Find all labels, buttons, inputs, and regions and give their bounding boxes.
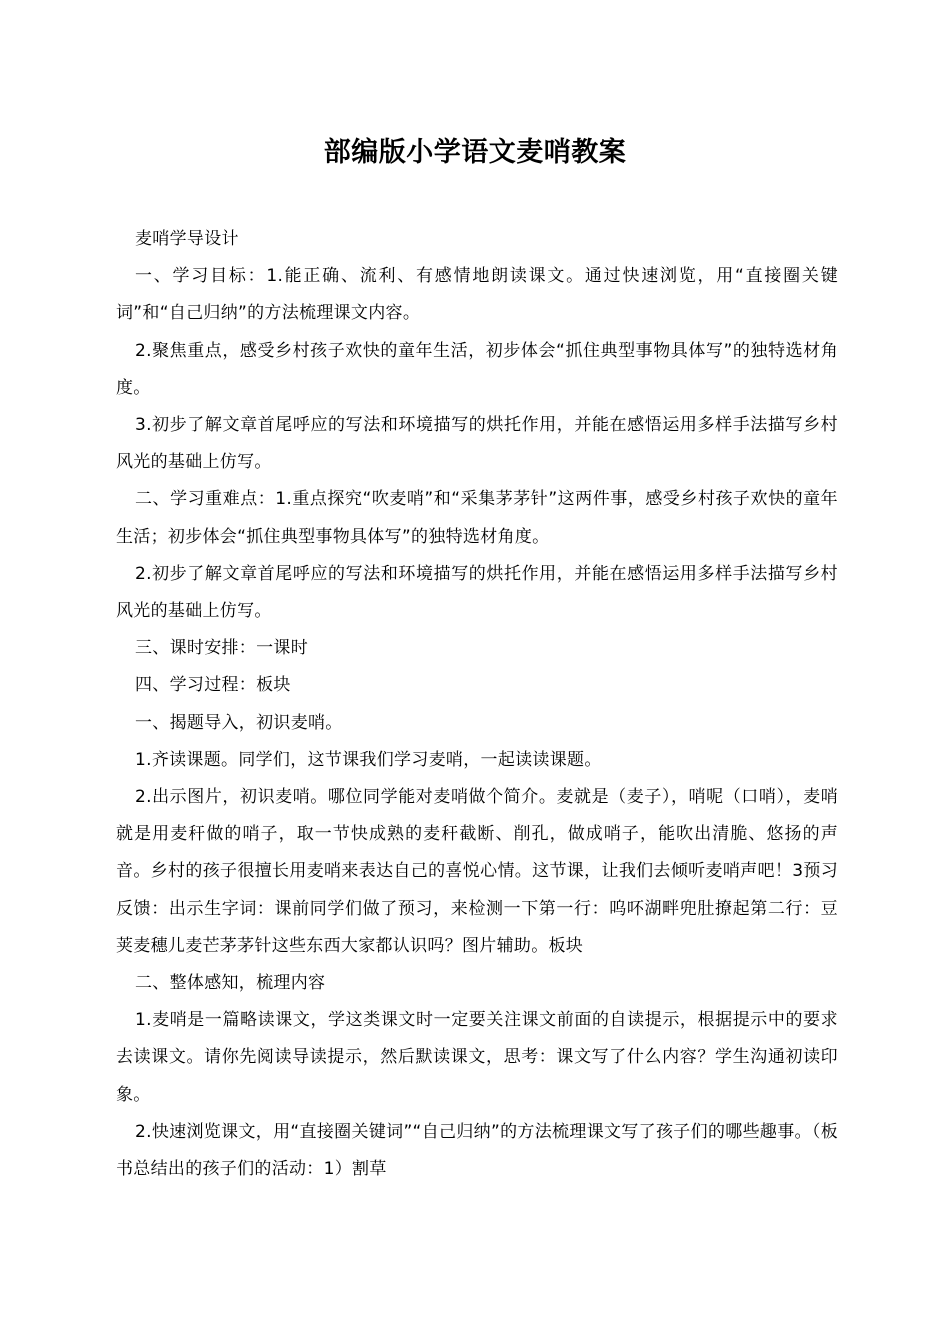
paragraph-overview-2: 2.快速浏览课文，用“直接圈关键词”“自己归纳”的方法梳理课文写了孩子们的哪些趣事。（板书总结出的孩子们的活动：1）割草 [116, 1121, 838, 1180]
paragraph-step-2: 2.出示图片，初识麦哨。哪位同学能对麦哨做个简介。麦就是（麦子），哨呢（口哨），麦哨就是用麦秆做的哨子，取一节快成熟的麦秆截断、削孔，做成哨子，能吹出清脆、悠扬的声音。乡村的孩子很擅长用麦哨来表达自己的喜悦心情。这节课，让我们去倾听麦哨声吧！3预习反馈：出示生字词：课前同学们做了预习，来检测一下第一行：呜吥湖畔兜肚撩起第二行：豆荚麦穗儿麦芒茅茅针这些东西大家都认识吗？图片辅助。板块 [116, 787, 838, 956]
paragraph-learning-goals: 一、学习目标：1.能正确、流利、有感情地朗读课文。通过快速浏览，用“直接圈关键词”和“自己归纳”的方法梳理课文内容。 [116, 266, 838, 324]
paragraph-process: 四、学习过程：板块 [135, 675, 291, 696]
paragraph-step-1: 1.齐读课题。同学们，这节课我们学习麦哨，一起读读课题。 [135, 749, 602, 770]
paragraph-goal-2: 2.聚焦重点，感受乡村孩子欢快的童年生活，初步体会“抓住典型事物具体写”的独特选材角度。 [116, 340, 838, 398]
paragraph-key-points: 二、学习重难点：1.重点探究“吹麦哨”和“采集茅茅针”这两件事，感受乡村孩子欢快的童年生活；初步体会“抓住典型事物具体写”的独特选材角度。 [116, 489, 838, 547]
paragraph-section-overview: 二、整体感知，梳理内容 [135, 973, 326, 994]
paragraph-goal-3: 3.初步了解文章首尾呼应的写法和环境描写的烘托作用，并能在感悟运用多样手法描写乡村风光的基础上仿写。 [116, 415, 838, 473]
paragraph-key-point-2: 2.初步了解文章首尾呼应的写法和环境描写的烘托作用，并能在感悟运用多样手法描写乡村风光的基础上仿写。 [116, 563, 838, 622]
document-title: 部编版小学语文麦哨教案 [323, 137, 627, 168]
paragraph-section-intro: 一、揭题导入，初识麦哨。 [135, 712, 343, 733]
paragraph-overview-1: 1.麦哨是一篇略读课文，学这类课文时一定要关注课文前面的自读提示，根据提示中的要求去读课文。请你先阅读导读提示，然后默读课文，思考：课文写了什么内容？学生沟通初读印象。 [116, 1010, 838, 1105]
paragraph-schedule: 三、课时安排：一课时 [135, 638, 308, 659]
document-body [116, 221, 838, 1188]
paragraph-heading-design: 麦哨学导设计 [135, 229, 239, 249]
